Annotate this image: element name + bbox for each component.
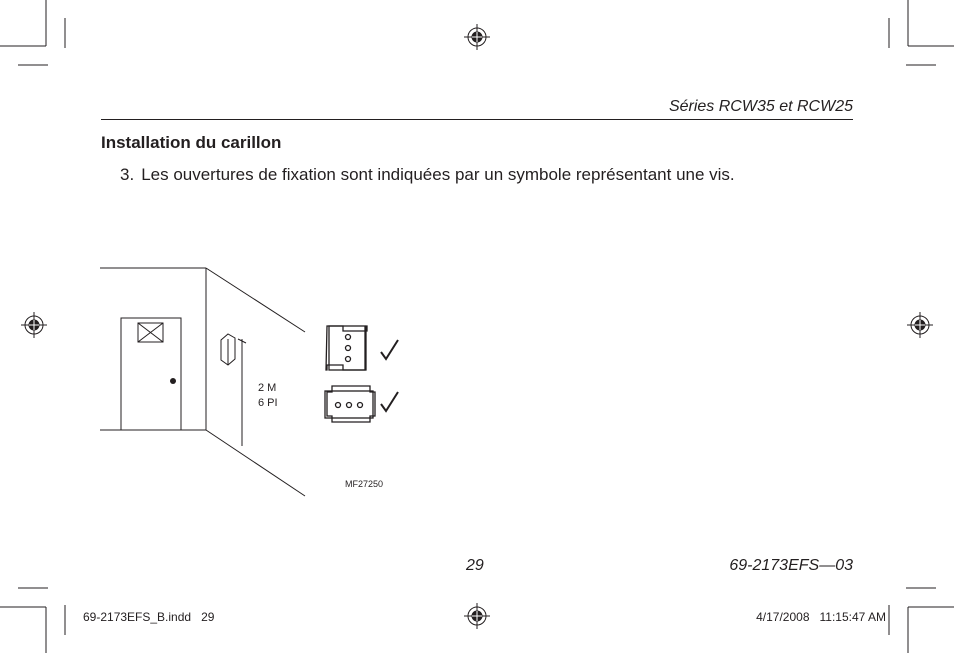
header-title: Séries RCW35 et RCW25 <box>668 98 853 115</box>
step-item <box>120 165 735 185</box>
header-rule <box>101 119 853 120</box>
slug-timestamp: 4/17/2008 11:15:47 AM <box>756 610 886 624</box>
dimension-label-metric: 2 M <box>258 382 277 394</box>
step-number: 3. <box>120 165 135 184</box>
section-title: Installation du carillon <box>101 133 282 152</box>
floor-diagonal <box>206 430 305 496</box>
installation-figure <box>95 262 415 497</box>
ceiling-diagonal <box>206 268 305 332</box>
door <box>121 318 181 430</box>
checkmark-icon <box>381 392 398 411</box>
chime-mount-icon <box>326 326 367 370</box>
slug-filename: 69-2173EFS_B.indd 29 <box>83 610 215 624</box>
page-number: 29 <box>466 557 484 574</box>
step-text: Les ouvertures de fixation sont indiquées par un symbole représentant une vis. <box>141 165 735 184</box>
dimension-label-imperial: 6 PI <box>258 397 278 409</box>
chime-icon <box>221 334 235 365</box>
checkmark-icon <box>381 340 398 359</box>
document-code: 69-2173EFS—03 <box>729 557 853 574</box>
figure-code: MF27250 <box>345 479 384 489</box>
door-knob <box>170 378 176 384</box>
chime-mount-icon <box>325 386 375 422</box>
